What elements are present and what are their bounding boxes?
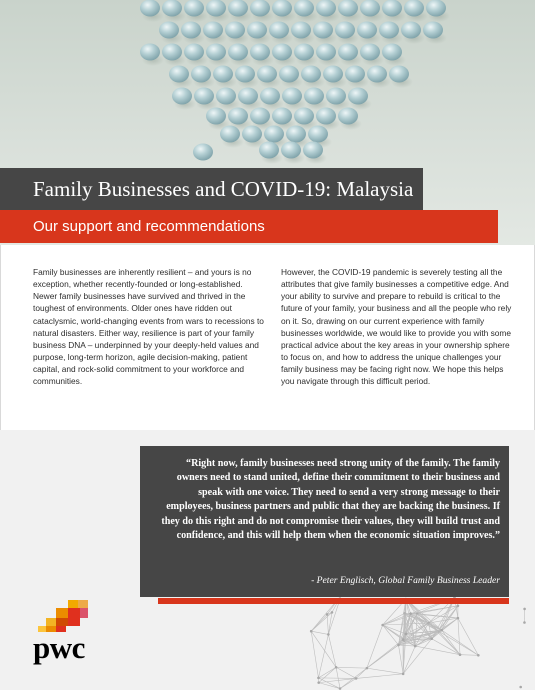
pill [282, 88, 302, 105]
pill [193, 144, 213, 161]
pill [291, 22, 311, 39]
pill [228, 0, 248, 17]
pill [367, 66, 387, 83]
pill [228, 44, 248, 61]
pill [301, 66, 321, 83]
quote-attribution: - Peter Englisch, Global Family Business Leader [311, 575, 500, 586]
pill [294, 108, 314, 125]
pill [272, 0, 292, 17]
pill [194, 88, 214, 105]
pill [228, 108, 248, 125]
pill [259, 142, 279, 159]
subtitle-banner [0, 210, 498, 243]
pill [191, 66, 211, 83]
pill [220, 126, 240, 143]
pill [326, 88, 346, 105]
pill [162, 0, 182, 17]
pill [264, 126, 284, 143]
pill [316, 0, 336, 17]
pill [294, 44, 314, 61]
pill [360, 0, 380, 17]
pill [213, 66, 233, 83]
pill [345, 66, 365, 83]
quote-text: “Right now, family businesses need strong unity of the family. The family owners need to stand united, define their commitment to their business and speak with one voice. They need to send a very strong message to their employees, business partners and public that they are backing the business. If they do this right and do not compromise their values, they will build trust and confidence, and this will help them when the economic situation improves.” [161, 458, 500, 542]
pill [338, 108, 358, 125]
pill [382, 0, 402, 17]
pill [206, 0, 226, 17]
pill [172, 88, 192, 105]
pill [308, 126, 328, 143]
pill [257, 66, 277, 83]
pill [360, 44, 380, 61]
document-subtitle: Our support and recommendations [33, 218, 265, 235]
pill [140, 0, 160, 17]
pill [203, 22, 223, 39]
pill [260, 88, 280, 105]
pill [238, 88, 258, 105]
pill [184, 0, 204, 17]
pill [159, 22, 179, 39]
pill [404, 0, 424, 17]
pill [348, 88, 368, 105]
pill [294, 0, 314, 17]
pill [281, 142, 301, 159]
pill [286, 126, 306, 143]
pill [250, 0, 270, 17]
intro-paragraph-right: However, the COVID-19 pandemic is severely testing all the attributes that give family businesses a competitive edge. And your ability to survive and prepare to rebuild is critical to the future of your family, your business and all the people who rely on it. So, drawing on our current experience with family businesses worldwide, we would like to provide you with some practical advice about the key areas in your ownership sphere to focus on, and how to address the unique challenges your family business may be facing right now. We hope this helps you navigate through this difficult period. [281, 267, 512, 387]
pill [272, 108, 292, 125]
pill [181, 22, 201, 39]
pill [357, 22, 377, 39]
pill [250, 108, 270, 125]
pill [379, 22, 399, 39]
pill [303, 142, 323, 159]
document-title: Family Businesses and COVID-19: Malaysia [33, 176, 414, 201]
pill [206, 108, 226, 125]
pill [269, 22, 289, 39]
pill [382, 44, 402, 61]
pill [216, 88, 236, 105]
pill [279, 66, 299, 83]
pill [169, 66, 189, 83]
pill [272, 44, 292, 61]
pill [184, 44, 204, 61]
pill [316, 44, 336, 61]
pill [426, 0, 446, 17]
pill [313, 22, 333, 39]
pill [140, 44, 160, 61]
pill [235, 66, 255, 83]
pill [316, 108, 336, 125]
pill [225, 22, 245, 39]
intro-paragraph-left: Family businesses are inherently resilient – and yours is no exception, whether recently-founded or long-established. Newer family businesses have survived and thrived in the toughest of environments. Older ones have ridden out cataclysmic, world-changing events from wars to recessions to natural disasters. Either way, resilience is part of your family business DNA – underpinned by your deeply-held values and purpose, long-term horizon, agile decision-making, patient capital, and rock-solid commitment to your workforce and communities. [33, 267, 264, 387]
pwc-wordmark: pwc [33, 630, 85, 665]
pill [247, 22, 267, 39]
pill [242, 126, 262, 143]
pill [304, 88, 324, 105]
pill [338, 44, 358, 61]
pill [423, 22, 443, 39]
pill [162, 44, 182, 61]
pill [401, 22, 421, 39]
pill [338, 0, 358, 17]
pill [389, 66, 409, 83]
pill [206, 44, 226, 61]
pill [323, 66, 343, 83]
quote-accent-bar [158, 598, 509, 604]
title-banner [0, 168, 423, 210]
pwc-logo-icon [32, 600, 92, 634]
pill [250, 44, 270, 61]
pill [335, 22, 355, 39]
